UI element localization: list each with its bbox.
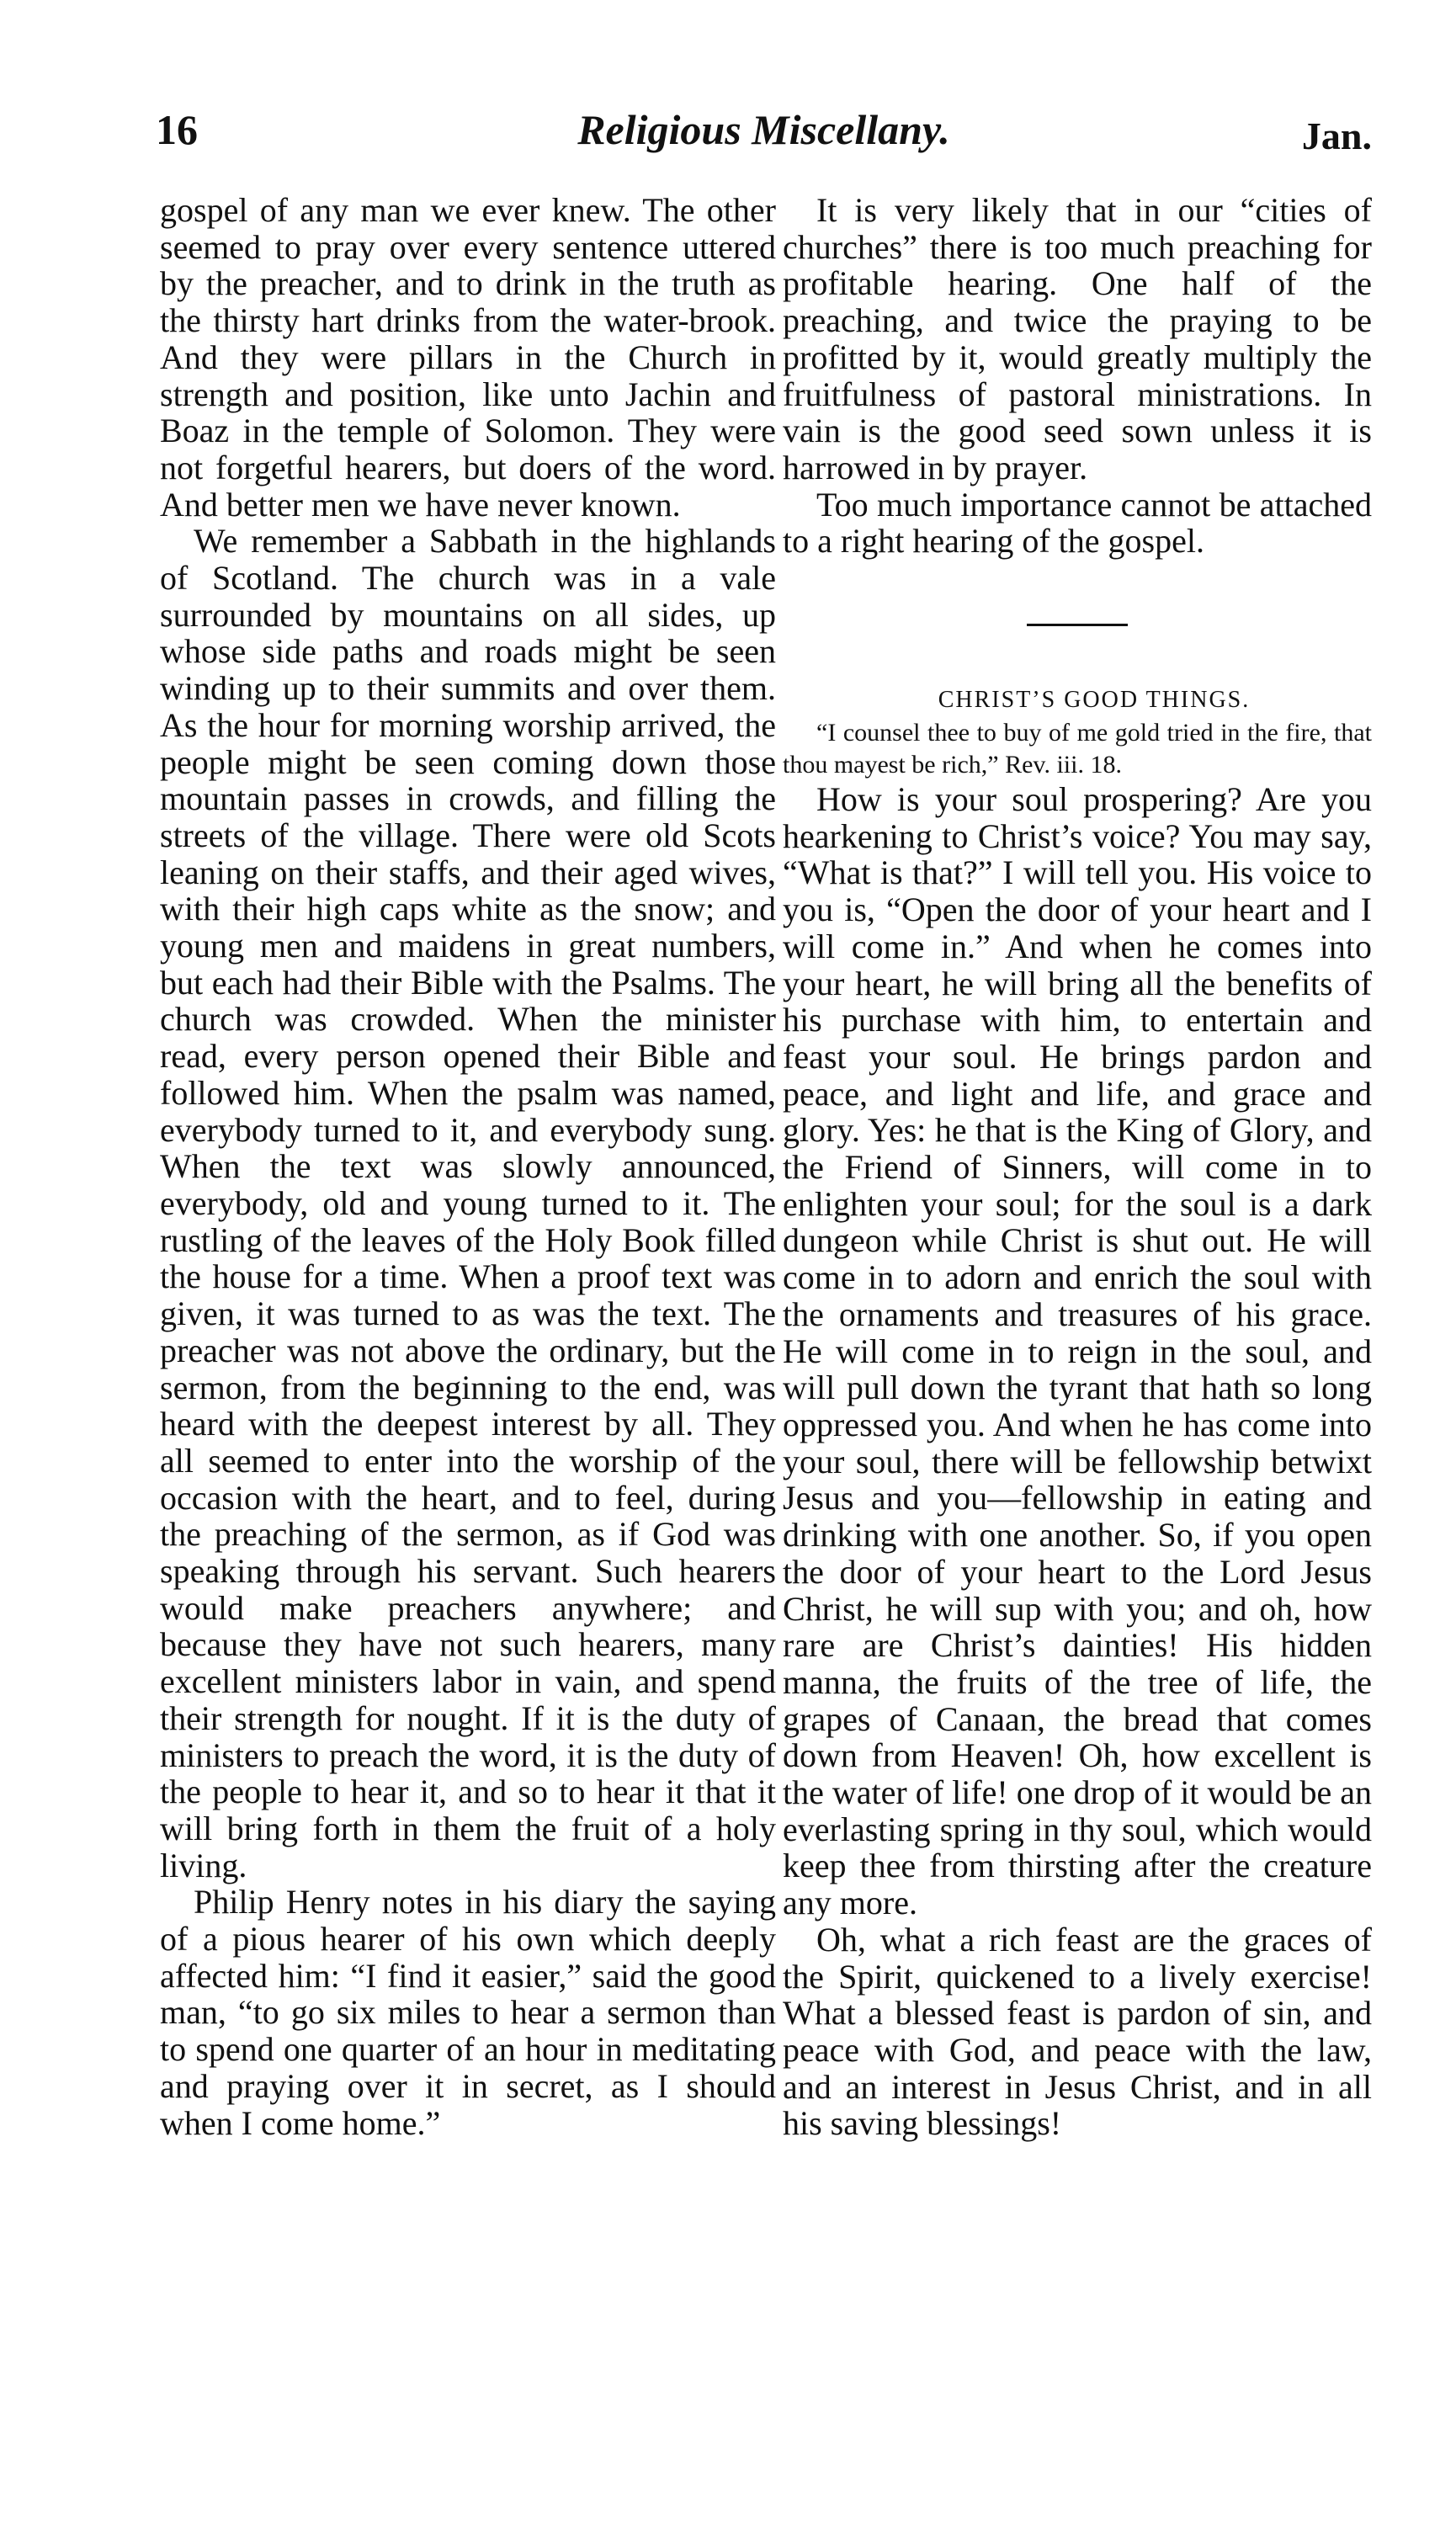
paragraph: How is your soul prospering? Are you hearkening to Christ’s voice? You may say, “What is that?” I will tell you. His voice to you is, “Open the door of your heart and I will come in.” And when he comes into your heart, he will bring all the benefits of his purchase with him, to entertain and feast your soul. He brings pardon and peace, and light and life, and grace and glory. Yes: he that is the King of Glory, and the Friend of Sinners, will come in to enlighten your soul; for the soul is a dark dungeon while Christ is shut out. He will come in to adorn and enrich the soul with the ornaments and treasures of his grace. He will come in to reign in the soul, and will pull down the tyrant that hath so long oppressed you. And when he has come into your soul, there will be fellowship betwixt Jesus and you—fellowship in eating and drinking with one another. So, if you open the door of your heart to the Lord Jesus Christ, he will sup with you; and oh, how rare are Christ’s dainties! His hidden manna, the fruits of the tree of life, the grapes of Canaan, the bread that comes down from Heaven! Oh, how excellent is the water of life! one drop of it would be an everlasting spring in thy soul, which would keep thee from thirsting after the creature any more. [783,780,1372,1922]
paragraph: Oh, what a rich feast are the graces of the Spirit, quickened to a lively exercise! What a blessed feast is pardon of sin, and peace with God, and peace with the law, and an interest in Jesus Christ, and in all his saving blessings! [783,1920,1372,2143]
right-column [783,192,1372,2142]
section-divider [1027,624,1128,626]
running-head [156,105,1372,173]
page-number: 16 [156,106,198,153]
paragraph: gospel of any man we ever knew. The other seemed to pray over every sentence uttered by the preacher, and to drink in the truth as the thirsty hart drinks from the water-brook. And they were pillars in the Church in strength and position, like unto Jachin and Boaz in the temple of Solomon. They were not forgetful hearers, but doers of the word. And better men we have never known. [160,191,776,524]
month-label: Jan. [1301,114,1372,157]
paragraph: Philip Henry notes in his diary the saying of a pious hearer of his own which deeply affected him: “I find it easier,” said the good man, “to go six miles to hear a sermon than to spend one quarter of an hour in meditating and praying over it in secret, as I should when I come home.” [160,1883,776,2142]
journal-title: Religious Miscellany. [577,106,950,153]
left-column [160,192,776,2141]
paragraph: Too much importance cannot be attached to a right hearing of the gospel. [783,485,1372,561]
paragraph: It is very likely that in our “cities of churches” there is too much preaching for profitable hearing. One half of the preaching, and twice the praying to be profitted by it, would greatly multiply the fruitfulness of pastoral ministrations. In vain is the good seed sown unless it is harrowed in by prayer. [783,191,1372,486]
epigraph: “I counsel thee to buy of me gold tried in the fire, that thou mayest be rich,” Rev. iii. 18. [783,719,1372,779]
paragraph: We remember a Sabbath in the highlands of Scotland. The church was in a vale surrounded by mountains on all sides, up whose side paths and roads might be seen winding up to their summits and over them. As the hour for morning worship arrived, the people might be seen coming down those mountain passes in crowds, and filling the streets of the village. There were old Scots leaning on their staffs, and their aged wives, with their high caps white as the snow; and young men and maidens in great numbers, but each had their Bible with the Psalms. The church was crowded. When the minister read, every person opened their Bible and followed him. When the psalm was named, everybody turned to it, and everybody sung. When the text was slowly announced, everybody, old and young turned to it. The rustling of the leaves of the Holy Book filled the house for a time. When a proof text was given, it was turned to as was the text. The preacher was not above the ordinary, but the sermon, from the beginning to the end, was heard with the deepest interest by all. They all seemed to enter into the worship of the occasion with the heart, and to feel, during the preaching of the sermon, as if God was speaking through his servant. Such hearers would make preachers anywhere; and because they have not such hearers, many excellent ministers labor in vain, and spend their strength for nought. If it is the duty of ministers to preach the word, it is the duty of the people to hear it, and so to hear it that it will bring forth in them the fruit of a holy living. [160,522,776,1884]
article-title: CHRIST’S GOOD THINGS. [938,687,1251,714]
